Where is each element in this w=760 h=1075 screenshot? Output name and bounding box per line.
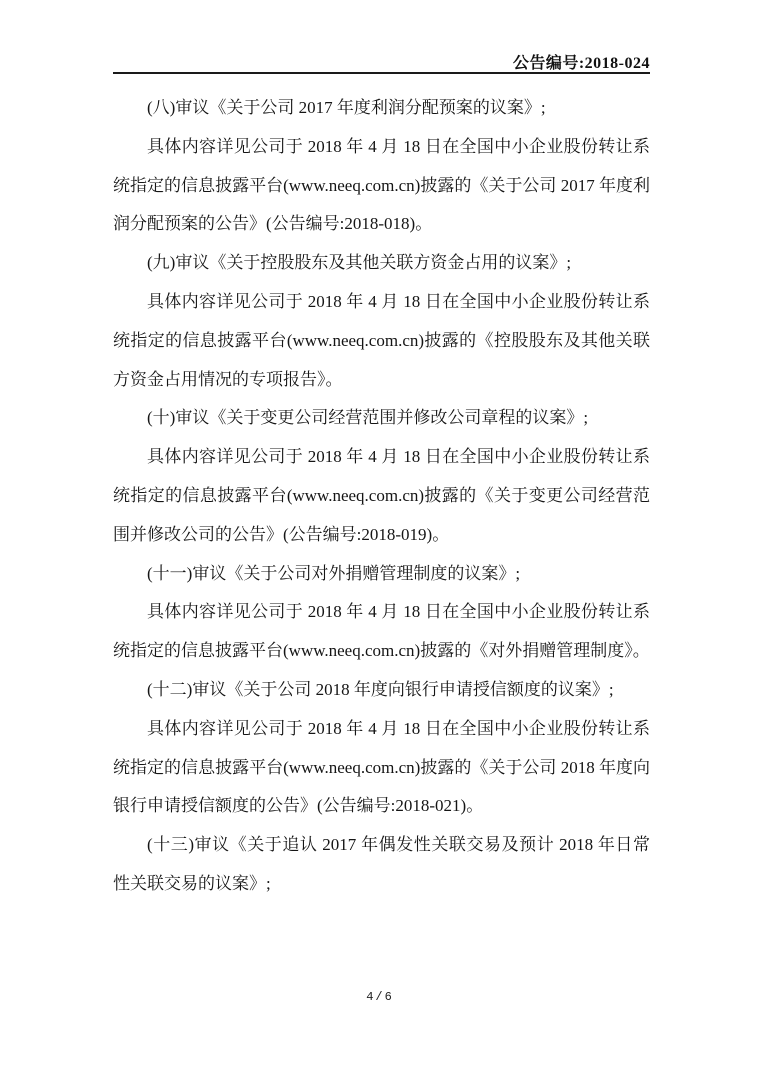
header-divider — [113, 72, 650, 74]
paragraph-item-9-title: (九)审议《关于控股股东及其他关联方资金占用的议案》; — [147, 253, 572, 273]
document-body — [113, 89, 650, 904]
paragraph-item-10-detail: 具体内容详见公司于 2018 年 4 月 18 日在全国中小企业股份转让系统指定的信息披露平台(www.neeq.com.cn)披露的《关于变更公司经营范围并修改公司的公告》(公告编号:2018-019)。 — [113, 447, 650, 544]
paragraph-item-12-title: (十二)审议《关于公司 2018 年度向银行申请授信额度的议案》; — [147, 679, 614, 699]
paragraph-item-8-detail: 具体内容详见公司于 2018 年 4 月 18 日在全国中小企业股份转让系统指定的信息披露平台(www.neeq.com.cn)披露的《关于公司 2017 年度利润分配预案的公告》(公告编号:2018-018)。 — [113, 136, 650, 234]
paragraph-item-10-title: (十)审议《关于变更公司经营范围并修改公司章程的议案》; — [147, 408, 589, 428]
paragraph-item-11-detail: 具体内容详见公司于 2018 年 4 月 18 日在全国中小企业股份转让系统指定的信息披露平台(www.neeq.com.cn)披露的《对外捐赠管理制度》。 — [113, 602, 650, 661]
announcement-number: 公告编号:2018-024 — [512, 55, 650, 72]
paragraph-item-11-title: (十一)审议《关于公司对外捐赠管理制度的议案》; — [147, 563, 521, 583]
paragraph-item-12-detail: 具体内容详见公司于 2018 年 4 月 18 日在全国中小企业股份转让系统指定的信息披露平台(www.neeq.com.cn)披露的《关于公司 2018 年度向银行申请授信额度的公告》(公告编号:2018-021)。 — [113, 718, 650, 816]
paragraph-item-9-detail: 具体内容详见公司于 2018 年 4 月 18 日在全国中小企业股份转让系统指定的信息披露平台(www.neeq.com.cn)披露的《控股股东及其他关联方资金占用情况的专项报告》。 — [113, 291, 650, 389]
paragraph-item-8-title: (八)审议《关于公司 2017 年度利润分配预案的议案》; — [147, 98, 546, 117]
paragraph-item-13-title: (十三)审议《关于追认 2017 年偶发性关联交易及预计 2018 年日常性关联交易的议案》; — [113, 835, 650, 893]
page-number: 4/6 — [366, 990, 394, 1004]
